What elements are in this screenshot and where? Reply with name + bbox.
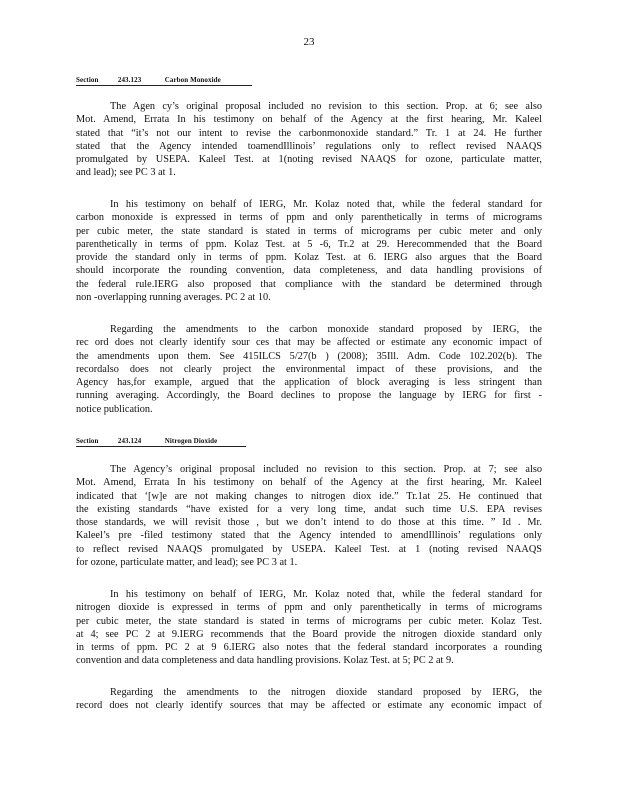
heading-section-label: Section [76,437,99,445]
text-line: Regarding the amendments to the carbon monoxide standard proposed by IERG, the [110,324,542,335]
heading-section-title: Carbon Monoxide [164,76,221,84]
text-line: to reflect revised NAAQS promulgated by USEPA. Kaleel Test. at 1 (noting revised NAAQS [76,543,542,555]
heading-underline [76,446,246,447]
text-line: should incorporate the rounding convention, data completeness, and data handling provisions of [76,265,542,277]
text-line: Kaleel’s pre -filed testimony stated that the Agency intended to amendIllinois’ regulations only [76,530,542,542]
section-heading [76,437,217,445]
text-line: Agency has,for example, argued that the application of block averaging is less stringent than [76,377,542,389]
text-line: at 4; see PC 2 at 9.IERG recommends that the Board provide the nitrogen dioxide standard only [76,628,542,640]
text-line: non -overlapping running averages. PC 2 at 10. [76,292,271,304]
text-line: convention and data completeness and data handling provisions. Kolaz Test. at 5; PC 2 at 9. [76,655,454,667]
text-line: record does not clearly identify sources that may be affected or estimate any economic impact of [76,700,542,712]
text-line: parenthetically in terms of ppm. Kolaz Test. at 5 -6, Tr.2 at 29. Herecommended that the Board [76,238,542,250]
text-line: The Agency’s original proposal included no revision to this section. Prop. at 7; see also [110,464,542,475]
text-line: for ozone, particulate matter, and lead); see PC 3 at 1. [76,557,298,569]
text-line: In his testimony on behalf of IERG, Mr. Kolaz noted that, while the federal standard for [110,589,542,600]
text-line: per cubic meter, the state standard is stated in terms of micrograms per cubic meter. Kolaz Test. [76,615,542,627]
text-line: carbon monoxide is expressed in terms of ppm and only parenthetically in terms of micrograms [76,212,542,224]
text-line: running averaging. Accordingly, the Board declines to propose the language by IERG for first - [76,390,542,402]
heading-section-number: 243.123 [117,76,142,84]
text-line: stated that “it’s not our intent to revise the carbonmonoxide standard.” Tr. 1 at 24. He further [76,127,542,139]
paragraph [76,588,542,668]
text-line: nitrogen dioxide is expressed in terms of ppm and only parenthetically in terms of micrograms [76,602,542,614]
page-number: 23 [303,36,315,48]
text-line: Regarding the amendments to the nitrogen dioxide standard proposed by IERG, the [110,687,542,698]
text-line: promulgated by USEPA. Kaleel Test. at 1(noting revised NAAQS for ozone, particulate matter, [76,154,542,166]
text-line: In his testimony on behalf of IERG, Mr. Kolaz noted that, while the federal standard for [110,199,542,210]
text-line: notice publication. [76,403,153,415]
section-heading [76,76,221,84]
text-line: the federal rule.IERG also proposed that compliance with the standard be determined through [76,278,542,290]
text-line: per cubic meter, the state standard is stated in terms of micrograms per cubic meter and only [76,225,542,237]
paragraph [76,198,542,304]
text-line: rec ord does not clearly identify sour ces that may be affected or estimate any economic impact of [76,337,542,349]
text-line: The Agen cy’s original proposal included no revision to this section. Prop. at 6; see also [110,101,542,112]
text-line: provide the standard only in terms of ppm. Kolaz Test. at 6. IERG also argues that the Board [76,252,542,264]
heading-section-label: Section [76,76,99,84]
text-line: the amendments upon them. See 415ILCS 5/27(b ) (2008); 35Ill. Adm. Code 102.202(b). The [76,350,542,362]
heading-underline [76,85,252,86]
heading-section-title: Nitrogen Dioxide [164,437,218,445]
text-line: those standards, we will revisit those , but we don’t intend to do those at this time. ” Id . Mr. [76,517,542,529]
text-line: in terms of ppm. PC 2 at 9 6.IERG also notes that the federal standard incorporates a rounding [76,642,542,654]
text-line: Mot. Amend, Errata In his testimony on behalf of the Agency at the first hearing, Mr. Kaleel [76,114,542,126]
heading-section-number: 243.124 [117,437,142,445]
paragraph [76,686,542,713]
paragraph [76,100,542,180]
paragraph [76,323,542,416]
text-line: indicated that ‘[w]e are not making changes to nitrogen diox ide.” Tr.1at 25. He continued that [76,490,542,502]
paragraph [76,463,542,569]
text-line: the existing standards “have existed for a very long time, andat such time U.S. EPA revises [76,503,542,515]
text-line: stated that the Agency intended toamendIllinois’ regulations only to reflect revised NAAQS [76,140,542,152]
text-line: Mot. Amend, Errata In his testimony on behalf of the Agency at the first hearing, Mr. Kaleel [76,477,542,489]
text-line: and lead); see PC 3 at 1. [76,167,176,179]
text-line: recordalso does not clearly project the environmental impact of these provisions, and the [76,363,542,375]
